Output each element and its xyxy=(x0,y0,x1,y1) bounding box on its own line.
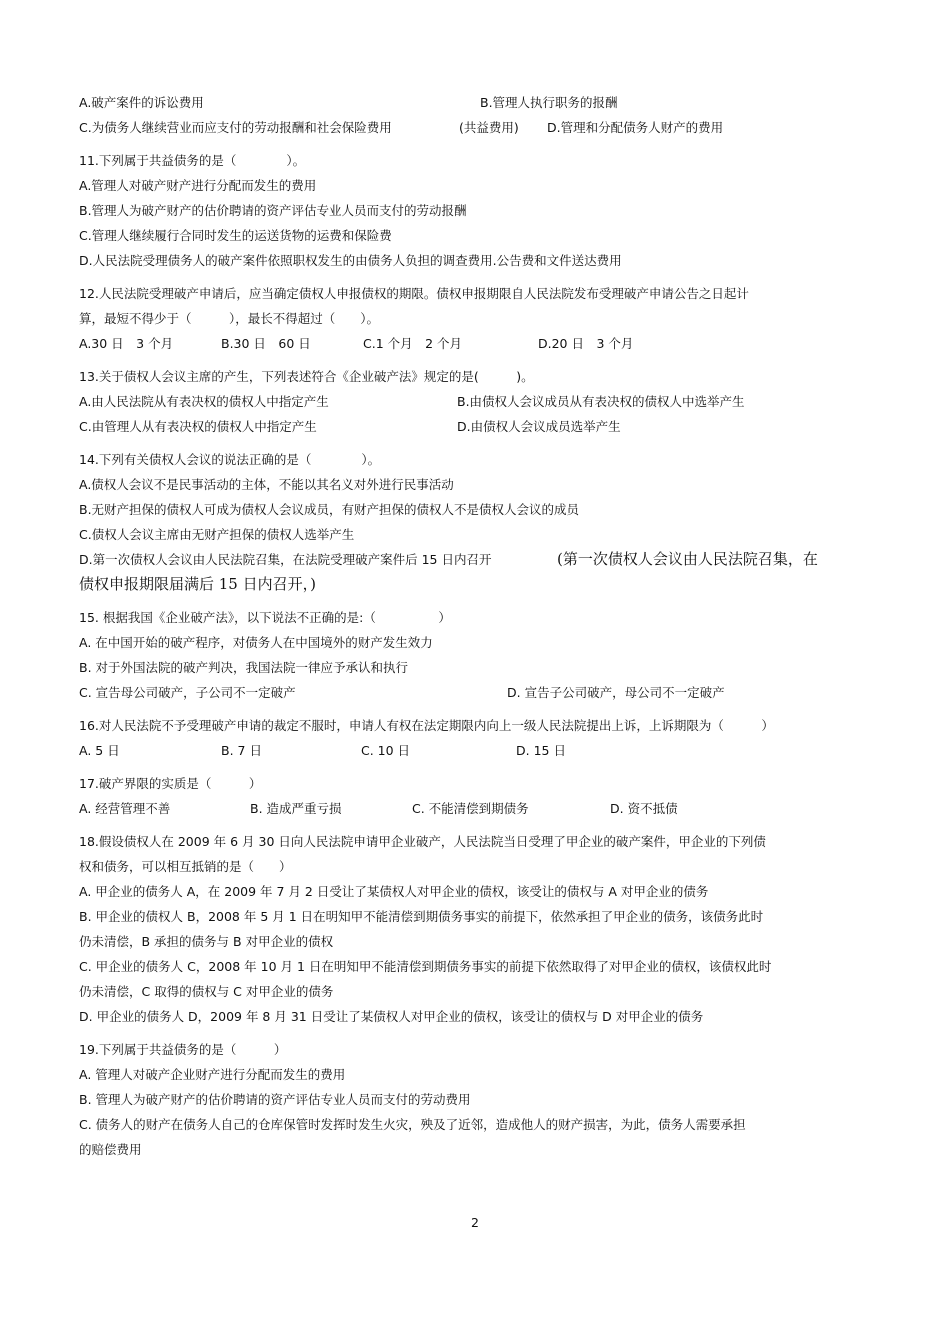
q12-stem-line1: 12.人民法院受理破产申请后，应当确定债权人申报债权的期限。债权申报期限自人民法院发布受理破产申请公告之日起计 xyxy=(79,286,749,301)
q16-option-c: C. 10 日 xyxy=(361,743,411,758)
q15-option-b: B. 对于外国法院的破产判决，我国法院一律应予承认和执行 xyxy=(79,660,409,675)
q10-row-ab xyxy=(79,90,851,115)
q11-option-c: C.管理人继续履行合同时发生的运送货物的运费和保险费 xyxy=(79,228,392,243)
q19-stem: 19.下列属于共益债务的是（ ） xyxy=(79,1042,287,1057)
q13-option-a: A.由人民法院从有表决权的债权人中指定产生 xyxy=(79,394,329,409)
q10-row-cd xyxy=(79,115,851,140)
q19-option-b: B. 管理人为破产财产的估价聘请的资产评估专业人员而支付的劳动费用 xyxy=(79,1092,471,1107)
q10-option-d: D.管理和分配债务人财产的费用 xyxy=(547,120,724,135)
q19-option-c-line2: 的赔偿费用 xyxy=(79,1142,142,1157)
q16-options xyxy=(79,738,851,763)
q17-options xyxy=(79,796,851,821)
q18-option-c-line2: 仍未清偿，C 取得的债权与 C 对甲企业的债务 xyxy=(79,984,334,999)
q14-row-d xyxy=(79,547,851,572)
q14-stem: 14.下列有关债权人会议的说法正确的是（ ）。 xyxy=(79,452,381,467)
q11-option-b: B.管理人为破产财产的估价聘请的资产评估专业人员而支付的劳动报酬 xyxy=(79,203,467,218)
q15-option-d: D. 宣告子公司破产，母公司不一定破产 xyxy=(507,685,725,700)
q15-option-a: A. 在中国开始的破产程序，对债务人在中国境外的财产发生效力 xyxy=(79,635,433,650)
q15-stem: 15. 根据我国《企业破产法》，以下说法不正确的是:（ ） xyxy=(79,610,451,625)
q14-note-d-line2: 债权申报期限届满后 15 日内召开，) xyxy=(79,575,316,593)
q13-row-cd xyxy=(79,414,851,439)
q14-note-d-line1: (第一次债权人会议由人民法院召集，在 xyxy=(557,550,818,568)
q12-option-b: B.30 日 60 日 xyxy=(221,336,311,351)
q10-note-c: (共益费用) xyxy=(459,120,519,135)
q18-stem-line2: 权和债务，可以相互抵销的是（ ） xyxy=(79,859,292,874)
q15-option-c: C. 宣告母公司破产，子公司不一定破产 xyxy=(79,685,296,700)
q18-option-b-line2: 仍未清偿，B 承担的债务与 B 对甲企业的债权 xyxy=(79,934,334,949)
document-body xyxy=(79,90,851,1162)
q18-stem-line1: 18.假设债权人在 2009 年 6 月 30 日向人民法院申请甲企业破产，人民法院当日受理了甲企业的破产案件，甲企业的下列债 xyxy=(79,834,766,849)
q18-option-a: A. 甲企业的债务人 A，在 2009 年 7 月 2 日受让了某债权人对甲企业的债权，该受让的债权与 A 对甲企业的债务 xyxy=(79,884,709,899)
q15-row-cd xyxy=(79,680,851,705)
q14-option-d: D.第一次债权人会议由人民法院召集，在法院受理破产案件后 15 日内召开 xyxy=(79,552,492,567)
q11-option-a: A.管理人对破产财产进行分配而发生的费用 xyxy=(79,178,317,193)
q12-option-a: A.30 日 3 个月 xyxy=(79,336,174,351)
q10-option-b: B.管理人执行职务的报酬 xyxy=(480,95,618,110)
q16-option-a: A. 5 日 xyxy=(79,743,120,758)
q11-option-d: D.人民法院受理债务人的破产案件依照职权发生的由债务人负担的调查费用.公告费和文件送达费用 xyxy=(79,253,622,268)
q16-option-d: D. 15 日 xyxy=(516,743,566,758)
q12-options xyxy=(79,331,851,356)
q17-stem: 17.破产界限的实质是（ ） xyxy=(79,776,262,791)
page-number: 2 xyxy=(471,1215,479,1230)
q16-stem: 16.对人民法院不予受理破产申请的裁定不服时，申请人有权在法定期限内向上一级人民法院提出上诉，上诉期限为（ ） xyxy=(79,718,774,733)
q10-option-c: C.为债务人继续营业而应支付的劳动报酬和社会保险费用 xyxy=(79,120,392,135)
q18-option-c-line1: C. 甲企业的债务人 C，2008 年 10 月 1 日在明知甲不能清偿到期债务事实的前提下依然取得了对甲企业的债权，该债权此时 xyxy=(79,959,772,974)
q12-option-d: D.20 日 3 个月 xyxy=(538,336,634,351)
q13-stem: 13.关于债权人会议主席的产生，下列表述符合《企业破产法》规定的是( )。 xyxy=(79,369,534,384)
q18-option-b-line1: B. 甲企业的债权人 B，2008 年 5 月 1 日在明知甲不能清偿到期债务事实的前提下，依然承担了甲企业的债务，该债务此时 xyxy=(79,909,764,924)
q14-option-a: A.债权人会议不是民事活动的主体，不能以其名义对外进行民事活动 xyxy=(79,477,454,492)
q13-row-ab xyxy=(79,389,851,414)
q13-option-b: B.由债权人会议成员从有表决权的债权人中选举产生 xyxy=(457,394,745,409)
q13-option-c: C.由管理人从有表决权的债权人中指定产生 xyxy=(79,419,317,434)
q17-option-a: A. 经营管理不善 xyxy=(79,801,171,816)
q17-option-c: C. 不能清偿到期债务 xyxy=(412,801,529,816)
q14-option-c: C.债权人会议主席由无财产担保的债权人选举产生 xyxy=(79,527,355,542)
q16-option-b: B. 7 日 xyxy=(221,743,262,758)
q13-option-d: D.由债权人会议成员选举产生 xyxy=(457,419,621,434)
q18-option-d: D. 甲企业的债务人 D，2009 年 8 月 31 日受让了某债权人对甲企业的债权，该受让的债权与 D 对甲企业的债务 xyxy=(79,1009,704,1024)
q12-stem-line2: 算，最短不得少于（ ），最长不得超过（ ）。 xyxy=(79,311,380,326)
q12-option-c: C.1 个月 2 个月 xyxy=(363,336,463,351)
q10-option-a: A.破产案件的诉讼费用 xyxy=(79,95,204,110)
q14-option-b: B.无财产担保的债权人可成为债权人会议成员，有财产担保的债权人不是债权人会议的成员 xyxy=(79,502,580,517)
q19-option-a: A. 管理人对破产企业财产进行分配而发生的费用 xyxy=(79,1067,346,1082)
q11-stem: 11.下列属于共益债务的是（ ）。 xyxy=(79,153,306,168)
q17-option-b: B. 造成严重亏损 xyxy=(250,801,342,816)
q19-option-c-line1: C. 债务人的财产在债务人自己的仓库保管时发挥时发生火灾，殃及了近邻，造成他人的财产损害，为此，债务人需要承担 xyxy=(79,1117,746,1132)
q17-option-d: D. 资不抵债 xyxy=(610,801,678,816)
